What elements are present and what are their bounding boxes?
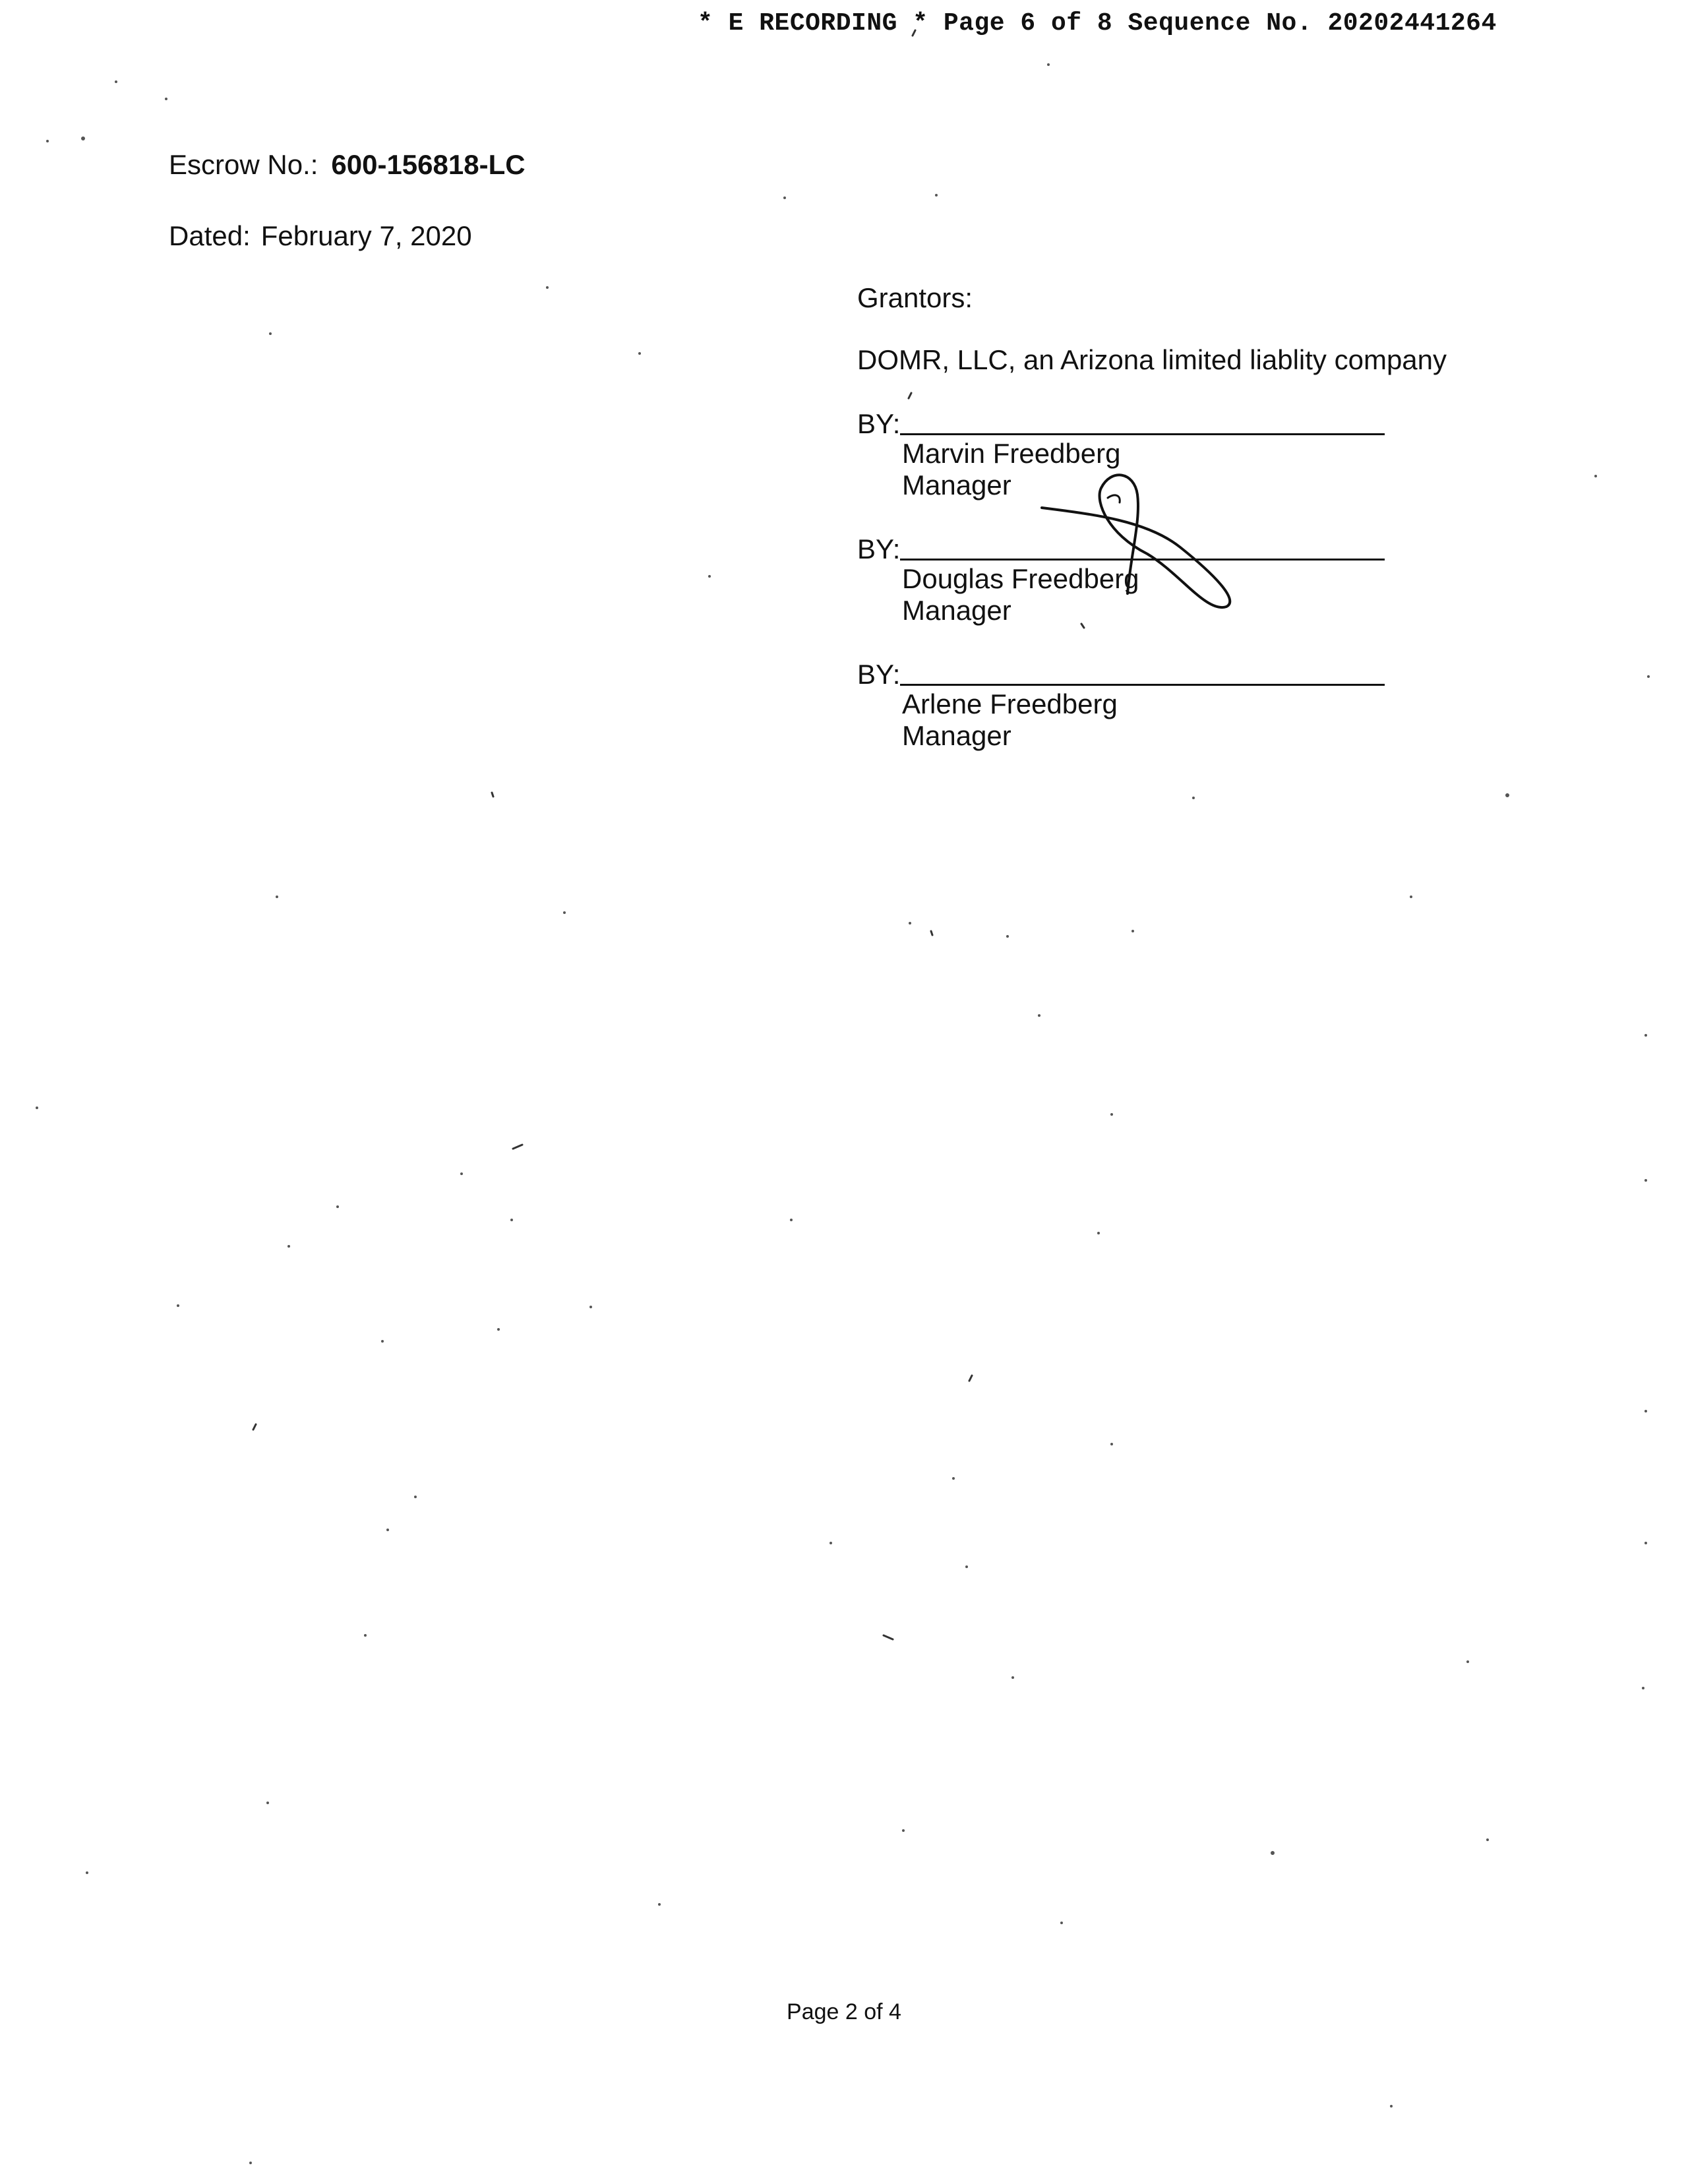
grantors-label: Grantors: xyxy=(857,282,973,313)
signer-title: Manager xyxy=(902,720,1011,751)
grantor-company: DOMR, LLC, an Arizona limited liablity company xyxy=(857,344,1447,375)
by-label: BY: xyxy=(857,659,901,690)
escrow-label: Escrow No.: xyxy=(169,149,318,180)
signature-line-row xyxy=(857,654,1385,688)
signature-block-arlene xyxy=(857,654,1385,752)
by-label: BY: xyxy=(857,533,901,564)
signature-line-row xyxy=(857,404,1385,438)
dated-value: February 7, 2020 xyxy=(260,220,472,251)
recording-header: * E RECORDING * Page 6 of 8 Sequence No. 20202441264 xyxy=(698,9,1497,38)
dated-label: Dated: xyxy=(169,220,251,251)
signer-title: Manager xyxy=(902,470,1011,501)
handwritten-signature xyxy=(1015,462,1240,620)
signer-name: Marvin Freedberg xyxy=(902,438,1121,469)
signer-name: Arlene Freedberg xyxy=(902,688,1118,719)
dated-line xyxy=(169,220,472,252)
page-number-footer: Page 2 of 4 xyxy=(787,1999,901,2024)
escrow-number xyxy=(169,149,526,181)
escrow-value: 600-156818-LC xyxy=(331,149,526,180)
by-label: BY: xyxy=(857,408,901,439)
signature-line xyxy=(900,433,1385,435)
signer-name: Douglas Freedberg xyxy=(902,563,1139,594)
signature-line xyxy=(900,684,1385,686)
signer-title: Manager xyxy=(902,595,1011,626)
